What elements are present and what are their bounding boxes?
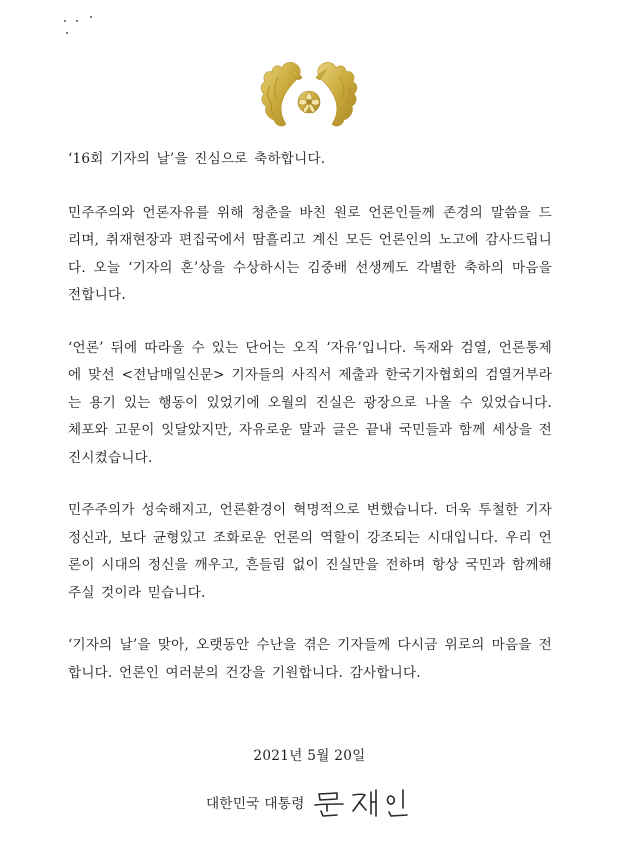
paragraph-democracy: 민주주의가 성숙해지고, 언론환경이 혁명적으로 변했습니다. 더욱 투철한 기자정신과, 보다 균형있고 조화로운 언론의 역할이 강조되는 시대입니다. 우리 언론이 시대의 정신을 깨우고, 흔들림 없이 진실만을 전하며 항상 국민과 함께해 주실 것이라 믿습니다.: [68, 502, 552, 601]
corner-marks: [62, 14, 102, 34]
paragraph-gratitude: 민주주의와 언론자유를 위해 청춘을 바친 원로 언론인들께 존경의 말씀을 드리며, 취재현장과 편집국에서 땀흘리고 계신 모든 언론인의 노고에 감사드립니다. 오늘 ‘기자의 혼’상을 수상하시는 김중배 선생께도 각별한 축하의 마음을 전합니다.: [68, 204, 552, 303]
signature-block: [206, 782, 417, 822]
letter-date: 2021년 5월 20일: [253, 748, 366, 764]
letter-body: [68, 146, 552, 712]
signer-title: 대한민국 대통령: [206, 796, 305, 812]
phoenix-emblem-icon: [248, 56, 370, 132]
paragraph-freedom: ‘언론’ 뒤에 따라올 수 있는 단어는 오직 ‘자유’입니다. 독재와 검열, 언론통제에 맞선 <전남매일신문> 기자들의 사직서 제출과 한국기자협회의 검열거부라는 용기 있는 행동이 있었기에 오월의 진실은 광장으로 나올 수 있었습니다. 체포와 고문이 잇달았지만, 자유로운 말과 글은 끝내 국민들과 함께 세상을 전진시켰습니다.: [68, 339, 552, 466]
paragraph-closing: ‘기자의 날’을 맞아, 오랫동안 수난을 겪은 기자들께 다시금 위로의 마음을 전합니다. 언론인 여러분의 건강을 기원합니다. 감사합니다.: [68, 637, 552, 681]
paragraph-greeting: ‘16회 기자의 날’을 진심으로 축하합니다.: [68, 151, 326, 167]
handwritten-signature: [307, 782, 417, 822]
